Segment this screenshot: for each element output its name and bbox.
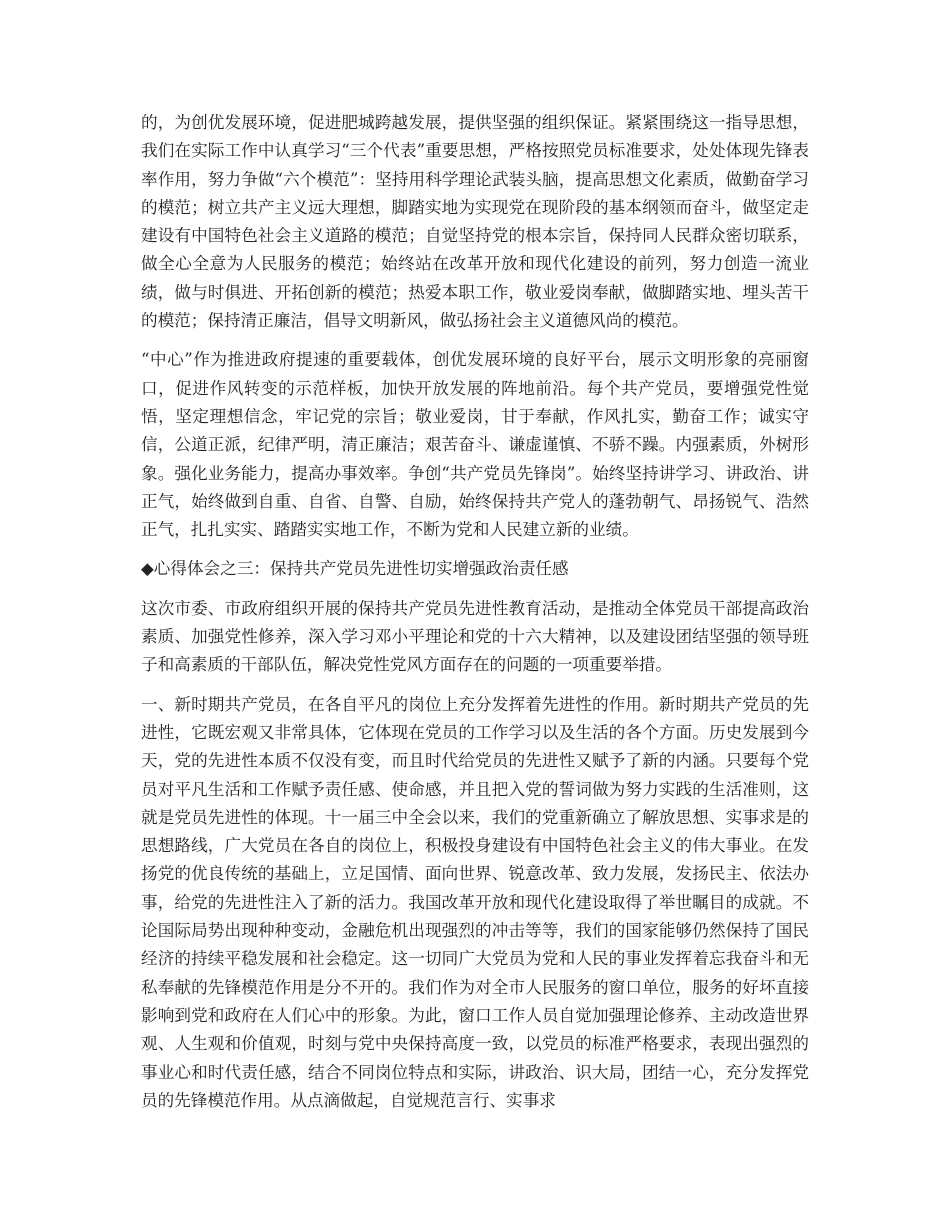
paragraph-six-models: 的，为创优发展环境，促进肥城跨越发展，提供坚强的组织保证。紧紧围绕这一指导思想，我们在实际工作中认真学习“三个代表”重要思想，严格按照党员标准要求，处处体现先锋表率作用，努力争做“六个模范”：坚持用科学理论武装头脑，提高思想文化素质，做勤奋学习的模范；树立共产主义远大理想，脚踏实地为实现党在现阶段的基本纲领而奋斗，做坚定走建设有中国特色社会主义道路的模范；自觉坚持党的根本宗旨，保持同人民群众密切联系，做全心全意为人民服务的模范；始终站在改革开放和现代化建设的前列，努力创造一流业绩，做与时俱进、开拓创新的模范；热爱本职工作，敬业爱岗奉献，做脚踏实地、埋头苦干的模范；保持清正廉洁，倡导文明新风，做弘扬社会主义道德风尚的模范。 <box>141 113 809 331</box>
document-page <box>141 109 809 1126</box>
paragraph-education-activity: 这次市委、市政府组织开展的保持共产党员先进性教育活动，是推动全体党员干部提高政治素质、加强党性修养，深入学习邓小平理论和党的十六大精神，以及建设团结坚强的领导班子和高素质的干部队伍，解决党性党风方面存在的问题的一项重要举措。 <box>141 598 809 675</box>
section-heading: ◆心得体会之三：保持共产党员先进性切实增强政治责任感 <box>141 559 569 579</box>
paragraph-point-one: 一、新时期共产党员，在各自平凡的岗位上充分发挥着先进性的作用。新时期共产党员的先进性，它既宏观又非常具体，它体现在党员的工作学习以及生活的各个方面。历史发展到今天，党的先进性本质不仅没有变，而且时代给党员的先进性又赋予了新的内涵。只要每个党员对平凡生活和工作赋予责任感、使命感，并且把入党的誓词做为努力实践的生活准则，这就是党员先进性的体现。十一届三中全会以来，我们的党重新确立了解放思想、实事求是的思想路线，广大党员在各自的岗位上，积极投身建设有中国特色社会主义的伟大事业。在发扬党的优良传统的基础上，立足国情、面向世界、锐意改革、致力发展，发扬民主、依法办事，给党的先进性注入了新的活力。我国改革开放和现代化建设取得了举世瞩目的成就。不论国际局势出现种种变动，金融危机出现强烈的冲击等等，我们的国家能够仍然保持了国民经济的持续平稳发展和社会稳定。这一切同广大党员为党和人民的事业发挥着忘我奋斗和无私奉献的先锋模范作用是分不开的。我们作为对全市人民服务的窗口单位，服务的好坏直接影响到党和政府在人们心中的形象。为此，窗口工作人员自觉加强理论修养、主动改造世界观、人生观和价值观，时刻与党中央保持高度一致，以党员的标准严格要求，表现出强烈的事业心和时代责任感，结合不同岗位特点和实际，讲政治、识大局，团结一心，充分发挥党员的先锋模范作用。从点滴做起，自觉规范言行、实事求 <box>141 694 809 1110</box>
paragraph-center-platform: “中心”作为推进政府提速的重要载体，创优发展环境的良好平台，展示文明形象的亮丽窗口，促进作风转变的示范样板，加快开放发展的阵地前沿。每个共产党员，要增强党性觉悟，坚定理想信念，牢记党的宗旨；敬业爱岗，甘于奉献，作风扎实，勤奋工作；诚实守信，公道正派，纪律严明，清正廉洁；艰苦奋斗、谦虚谨慎、不骄不躁。内强素质，外树形象。强化业务能力，提高办事效率。争创“共产党员先锋岗”。始终坚持讲学习、讲政治、讲正气，始终做到自重、自省、自警、自励，始终保持共产党人的蓬勃朝气、昂扬锐气、浩然正气，扎扎实实、踏踏实实地工作，不断为党和人民建立新的业绩。 <box>141 350 809 540</box>
